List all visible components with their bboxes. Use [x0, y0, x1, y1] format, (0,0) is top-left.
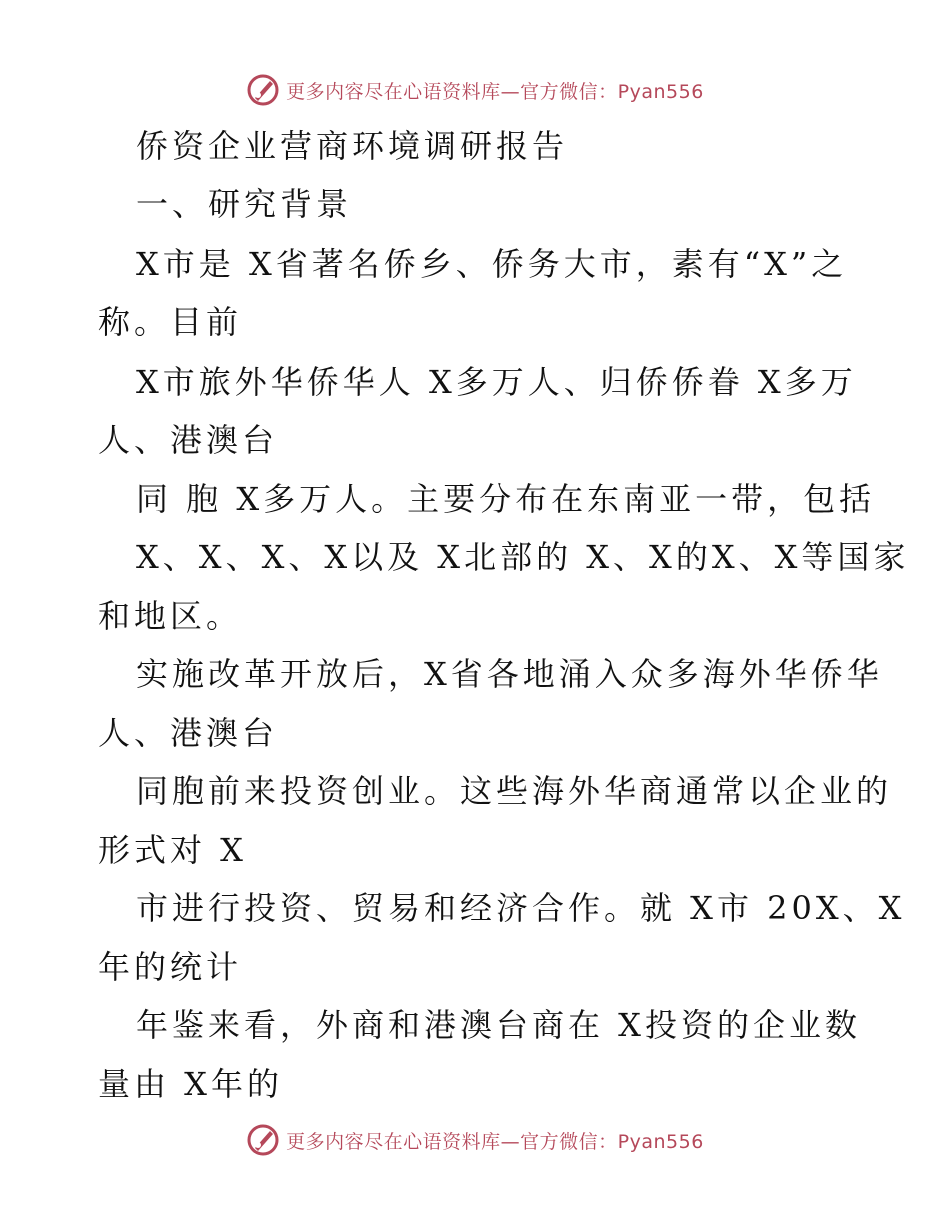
paragraph-line: X、X、X、X以及 X北部的 X、X的X、X等国家 — [136, 538, 910, 576]
paragraph-line: 和地区。 — [98, 597, 243, 635]
footer-banner-text: 更多内容尽在心语资料库—官方微信：Pyan556 — [286, 1130, 704, 1153]
footer-banner — [0, 1118, 950, 1162]
header-banner — [0, 68, 950, 112]
section-heading: 一、研究背景 — [136, 185, 353, 223]
paragraph-line: 量由 X年的 — [98, 1065, 283, 1103]
paragraph-line: X市是 X省著名侨乡、侨务大市，素有“X”之 — [136, 245, 848, 283]
footer-banner-inner — [246, 1123, 704, 1157]
document-title: 侨资企业营商环境调研报告 — [136, 127, 569, 165]
header-banner-text: 更多内容尽在心语资料库—官方微信：Pyan556 — [286, 80, 704, 103]
paragraph-line: 人、港澳台 — [98, 714, 279, 752]
header-banner-inner — [246, 73, 704, 107]
paragraph-line: 年鉴来看，外商和港澳台商在 X投资的企业数 — [136, 1006, 861, 1044]
paragraph-line: 同 胞 X多万人。主要分布在东南亚一带，包括 — [136, 480, 876, 518]
paragraph-line: 称。目前 — [98, 303, 243, 341]
pen-seal-logo-icon — [246, 73, 280, 107]
paragraph-line: 人、港澳台 — [98, 421, 279, 459]
paragraph-line: 市进行投资、贸易和经济合作。就 X市 20X、X — [136, 889, 906, 927]
paragraph-line: 年的统计 — [98, 948, 243, 986]
paragraph-line: 同胞前来投资创业。这些海外华商通常以企业的 — [136, 772, 893, 810]
paragraph-line: 形式对 X — [98, 831, 247, 869]
pen-seal-logo-icon — [246, 1123, 280, 1157]
paragraph-line: 实施改革开放后，X省各地涌入众多海外华侨华 — [136, 655, 883, 693]
paragraph-line: X市旅外华侨华人 X多万人、归侨侨眷 X多万 — [136, 363, 857, 401]
